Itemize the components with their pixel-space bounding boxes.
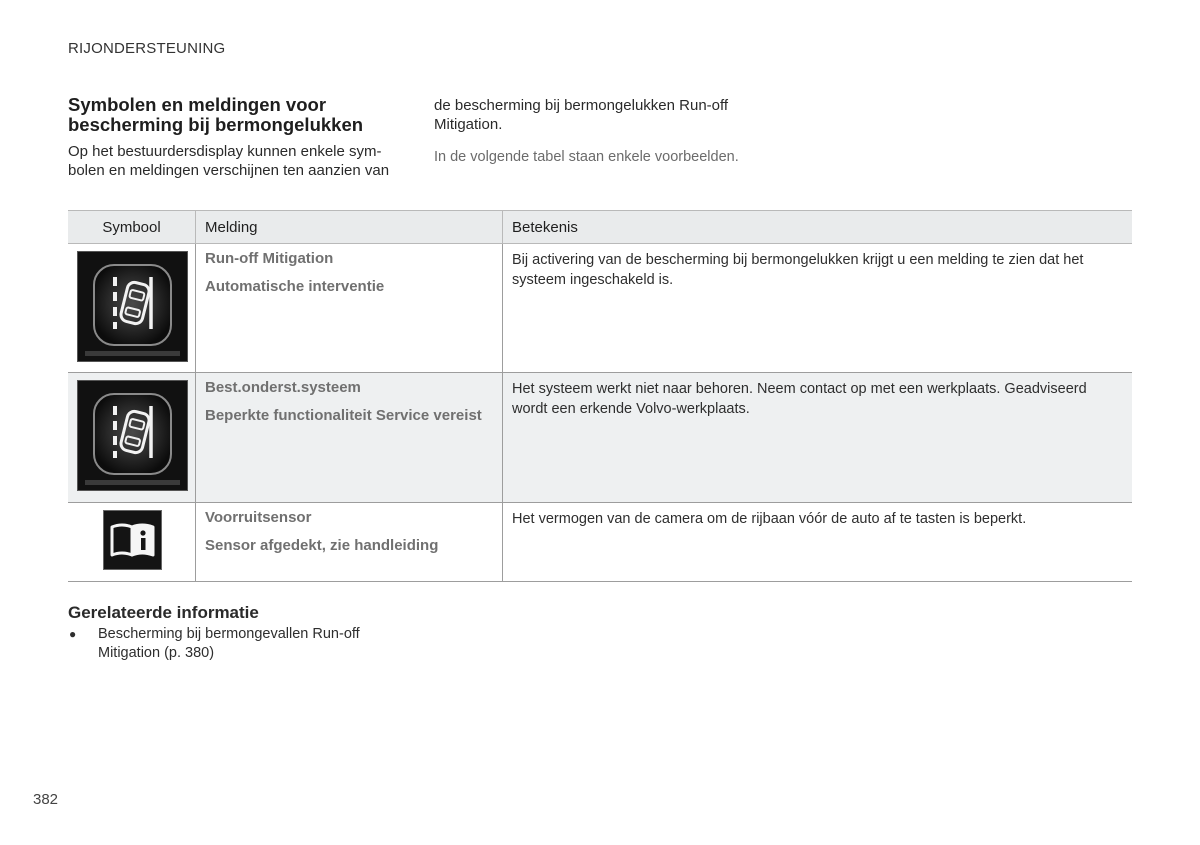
related-info-title: Gerelateerde informatie xyxy=(68,603,259,622)
message-title: Voorruitsensor xyxy=(205,509,312,526)
message-subtitle: Sensor afgedekt, zie handleiding xyxy=(205,537,439,554)
meaning-cell: Bij activering van de bescherming bij bermongelukken krijgt u een melding te zien dat het systeem ingeschakeld is. xyxy=(512,252,1084,288)
message-cell xyxy=(196,373,503,502)
table-row xyxy=(68,503,1132,582)
message-cell xyxy=(196,244,503,372)
lane-car-icon xyxy=(77,251,188,362)
intro-text-right: de bescherming bij bermongelukken Run-off Mitigation. xyxy=(434,97,729,133)
list-item[interactable] xyxy=(68,625,408,663)
message-subtitle: Automatische interventie xyxy=(205,278,385,295)
message-subtitle: Beperkte functionaliteit Service vereist xyxy=(205,407,482,424)
table-header xyxy=(68,210,1132,244)
page-title: Symbolen en meldingen voor bescherming bij bermongelukken xyxy=(68,94,364,135)
column-header-meaning: Betekenis xyxy=(512,218,578,236)
related-link-text[interactable]: Bescherming bij bermongevallen Run-off Mitigation (p. 380) xyxy=(98,626,360,661)
related-info-list xyxy=(68,625,408,663)
meaning-cell: Het systeem werkt niet naar behoren. Neem contact op met een werkplaats. Geadviseerd wordt een erkende Volvo-werkplaats. xyxy=(512,381,1087,417)
message-title: Best.onderst.systeem xyxy=(205,379,361,396)
symbol-cell xyxy=(68,503,196,581)
table-row xyxy=(68,373,1132,503)
intro-text-left: Op het bestuurdersdisplay kunnen enkele sym-bolen en meldingen verschijnen ten aanzien van xyxy=(68,143,390,179)
section-header: RIJONDERSTEUNING xyxy=(68,40,226,57)
page-number: 382 xyxy=(33,791,59,808)
intro-note: In de volgende tabel staan enkele voorbeelden. xyxy=(434,149,739,165)
message-cell xyxy=(196,503,503,581)
symbols-table xyxy=(68,210,1132,582)
meaning-cell: Het vermogen van de camera om de rijbaan vóór de auto af te tasten is beperkt. xyxy=(512,511,1027,527)
column-header-symbol: Symbool xyxy=(68,211,196,243)
symbol-cell xyxy=(68,244,196,372)
symbol-cell xyxy=(68,373,196,502)
table-row xyxy=(68,244,1132,373)
bullet-icon: ● xyxy=(69,627,77,641)
manual-info-icon xyxy=(103,510,162,570)
message-title: Run-off Mitigation xyxy=(205,250,334,267)
lane-car-icon xyxy=(77,380,188,491)
column-header-message: Melding xyxy=(196,211,503,243)
